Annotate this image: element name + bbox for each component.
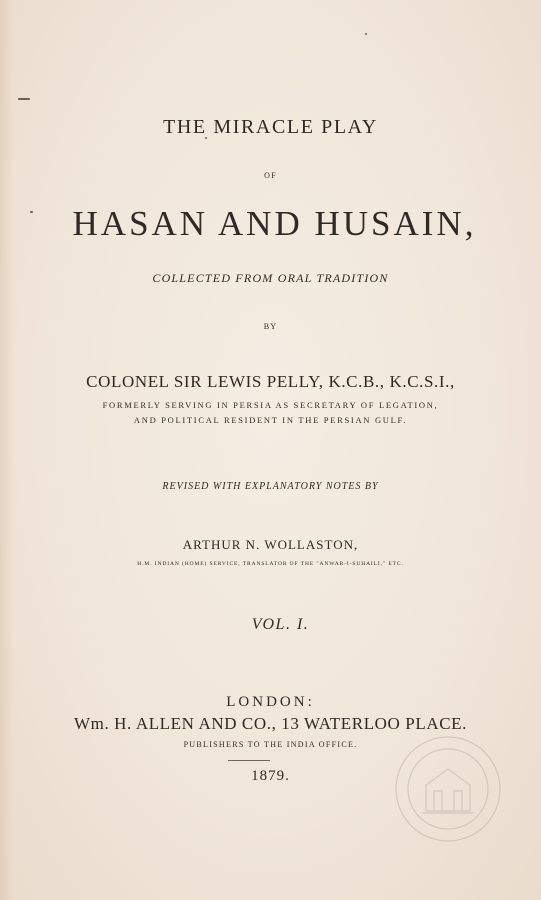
author-description-1: FORMERLY SERVING IN PERSIA AS SECRETARY OF LEGATION, — [102, 400, 439, 410]
volume-label: VOL. I. — [251, 616, 310, 633]
publication-year: 1879. — [251, 768, 290, 784]
title-of: OF — [264, 171, 277, 180]
ink-speck — [18, 98, 30, 100]
author-description-2: AND POLITICAL RESIDENT IN THE PERSIAN GULF. — [133, 415, 408, 425]
title-line-1: THE MIRACLE PLAY — [163, 116, 378, 138]
by-label: BY — [263, 322, 278, 331]
ink-speck — [365, 33, 367, 35]
publisher-name: Wm. H. ALLEN AND CO., 13 WATERLOO PLACE. — [74, 714, 467, 733]
imprint-city: LONDON: — [226, 694, 315, 710]
publisher-note: PUBLISHERS TO THE INDIA OFFICE. — [183, 740, 358, 749]
author-name: COLONEL SIR LEWIS PELLY, K.C.B., K.C.S.I., — [86, 372, 455, 391]
library-stamp-icon — [392, 733, 504, 845]
subtitle: COLLECTED FROM ORAL TRADITION — [152, 271, 389, 285]
revised-by-label: REVISED WITH EXPLANATORY NOTES BY — [162, 481, 379, 492]
title-main: HASAN AND HUSAIN, — [72, 204, 477, 243]
editor-description: H.M. INDIAN (HOME) SERVICE, TRANSLATOR OF THE "ANWAR-I-SUHAILI," ETC. — [137, 561, 404, 567]
divider-rule — [228, 760, 270, 761]
editor-name: ARTHUR N. WOLLASTON, — [182, 537, 359, 552]
